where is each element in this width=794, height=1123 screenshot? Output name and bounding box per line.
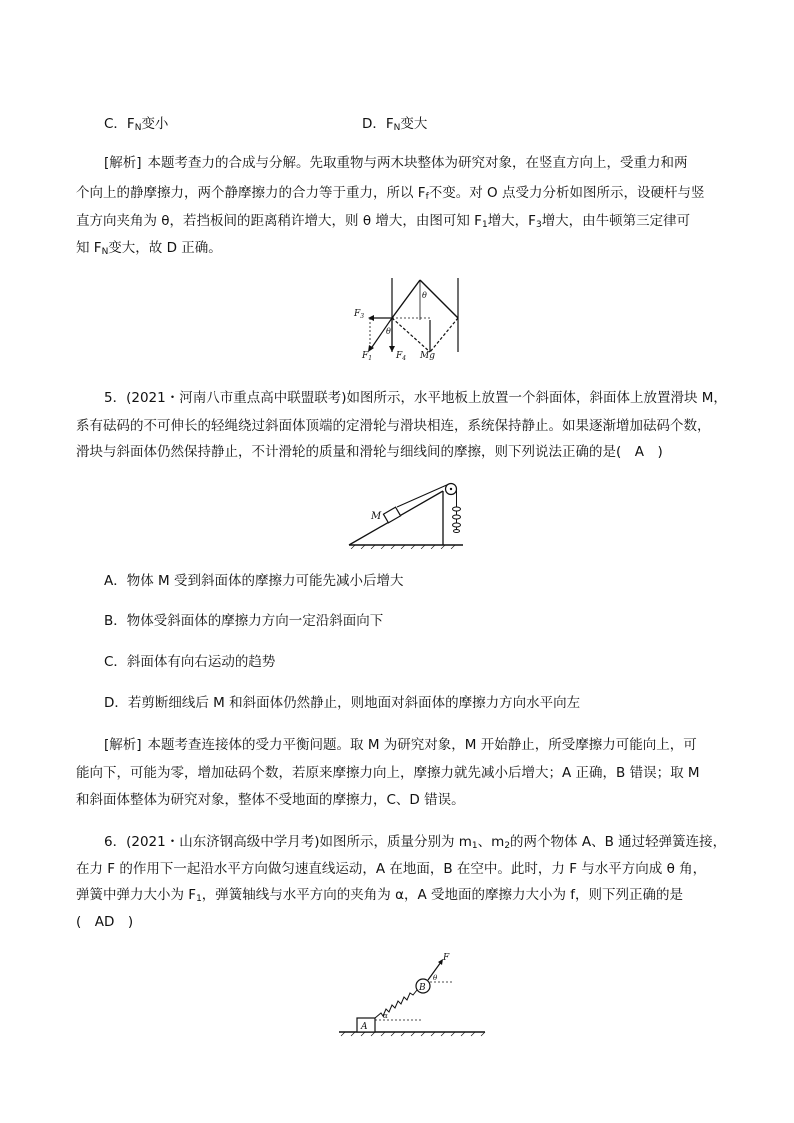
q5-option-b: B．物体受斜面体的摩擦力方向一定沿斜面向下 — [104, 613, 384, 629]
q4-analysis-line-2: 个向上的静摩擦力，两个静摩擦力的合力等于重力，所以 $F_f$不变。对 O 点受力分析如图所示，设硬杆与竖 — [76, 185, 705, 202]
q5-analysis-line-2: 能向下，可能为零，增加砝码个数，若原来摩擦力向上，摩擦力就先减小后增大；A 正确，B 错误；取 M — [76, 765, 700, 781]
q6-stem-line-2: 在力 F 的作用下一起沿水平方向做匀速直线运动，A 在地面，B 在空中。此时，力 F 与水平方向成 θ 角， — [76, 861, 707, 877]
label-b: B — [419, 983, 426, 993]
q4-analysis-line-4: 知 $F_N$变大，故 D 正确。 — [76, 240, 222, 257]
q5-analysis-line-1: [解析] 本题考查连接体的受力平衡问题。取 M 为研究对象，M 开始静止，所受摩擦力可能向上，可 — [104, 737, 697, 753]
label-a: A — [361, 1022, 368, 1032]
q6-stem-line-4: ( AD ) — [76, 914, 134, 930]
q5-option-c: C．斜面体有向右运动的趋势 — [104, 654, 276, 670]
label-f3: $F_3$ — [354, 309, 365, 320]
q5-stem-line-2: 系有砝码的不可伸长的轻绳绕过斜面体顶端的定滑轮与滑块相连，系统保持静止。如果逐渐增加砝码个数， — [76, 418, 711, 434]
option-c: C．$F_N$变小 — [104, 116, 169, 133]
q5-option-a: A．物体 M 受到斜面体的摩擦力可能先减小后增大 — [104, 573, 404, 589]
analysis-tag: [解析] — [104, 155, 142, 171]
q5-analysis-line-3: 和斜面体整体为研究对象，整体不受地面的摩擦力，C、D 错误。 — [76, 792, 465, 808]
q5-stem-line-3: 滑块与斜面体仍然保持静止，不计滑轮的质量和滑轮与细线间的摩擦，则下列说法正确的是( A ) — [76, 444, 663, 460]
q4-analysis-line-3: 直方向夹角为 θ，若挡板间的距离稍许增大，则 θ 增大，由图可知 $F_1$增大，$F_3$增大，由牛顿第三定律可 — [76, 213, 691, 230]
option-d: D．$F_N$变大 — [362, 116, 428, 133]
q5-option-d: D．若剪断细线后 M 和斜面体仍然静止，则地面对斜面体的摩擦力方向水平向左 — [104, 695, 581, 711]
q4-analysis-line-1: [解析] 本题考查力的合成与分解。先取重物与两木块整体为研究对象，在竖直方向上，受重力和两 — [104, 155, 688, 171]
q5-stem-line-1: 5．(2021・河南八市重点高中联盟联考)如图所示，水平地板上放置一个斜面体，斜面体上放置滑块 M， — [104, 390, 727, 406]
label-f4: $F_4$ — [396, 351, 407, 360]
label-mg: Mg — [420, 351, 435, 360]
label-f1: $F_1$ — [362, 351, 373, 360]
label-m: M — [371, 511, 382, 522]
force-diagram — [350, 276, 470, 360]
label-theta: θ — [433, 974, 438, 982]
label-f: F — [443, 953, 450, 963]
label-alpha: α — [383, 1012, 388, 1020]
label-theta-left: θ — [386, 327, 391, 336]
spring-diagram — [337, 950, 487, 1038]
label-theta-top: θ — [422, 291, 427, 300]
q6-stem-line-1: 6．(2021・山东济钢高级中学月考)如图所示，质量分别为 $m_1$、$m_2$的两个物体 A、B 通过轻弹簧连接， — [104, 834, 727, 851]
incline-diagram — [345, 477, 467, 549]
q6-stem-line-3: 弹簧中弹力大小为 $F_1$，弹簧轴线与水平方向的夹角为 α，A 受地面的摩擦力大小为 f，则下列正确的是 — [76, 887, 684, 904]
